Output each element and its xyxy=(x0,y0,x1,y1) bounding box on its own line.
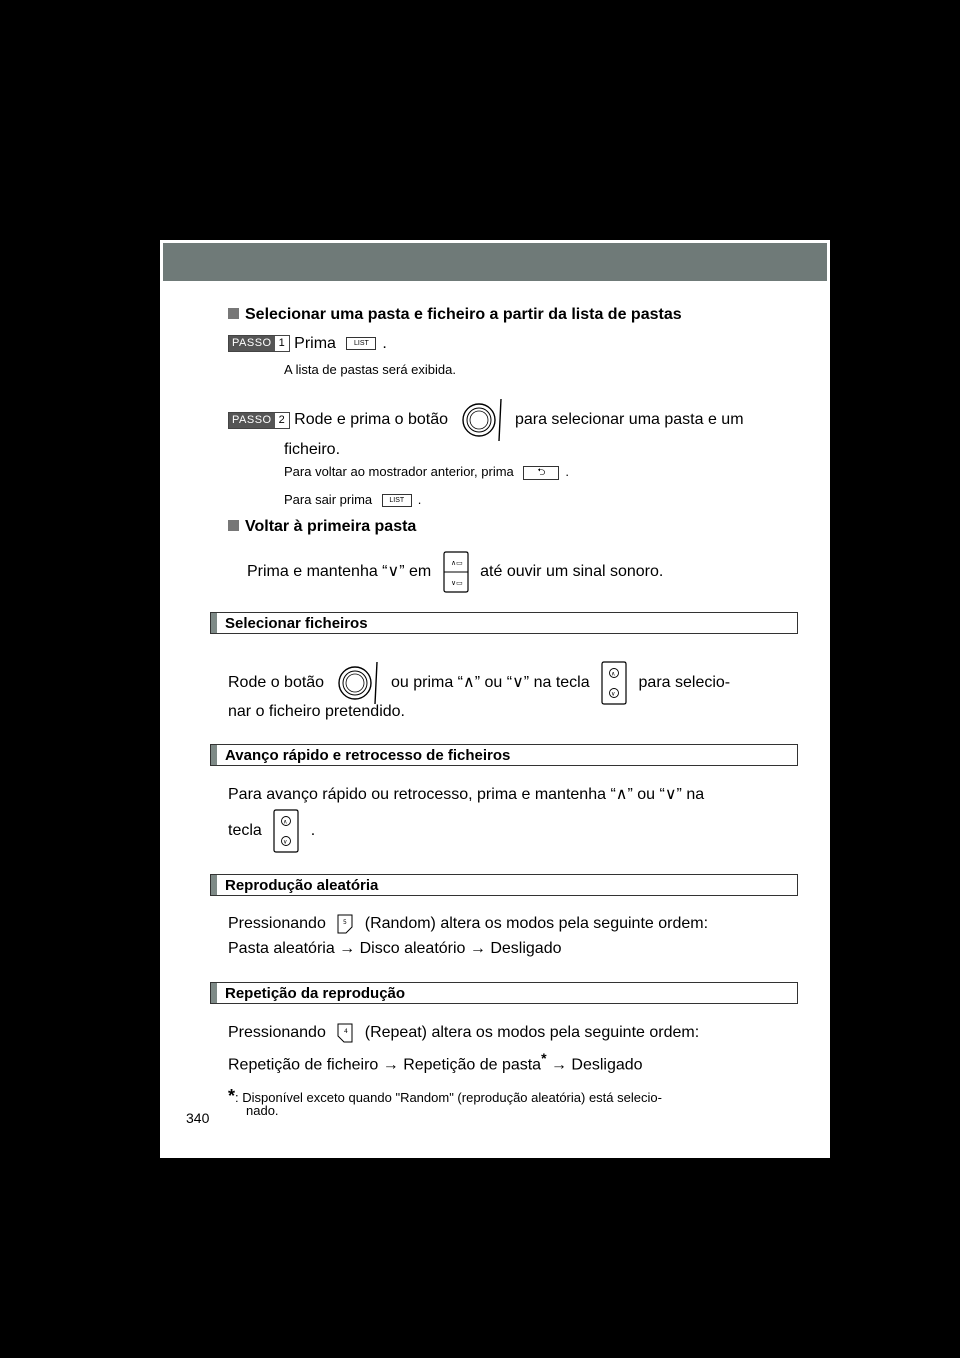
list-button-icon: LIST xyxy=(382,494,412,507)
first-folder-instruction: Prima e mantenha “∨” em ∧▭ ∨▭ até ouvir um sinal sonoro. xyxy=(247,550,663,594)
tune-knob-icon xyxy=(459,398,505,442)
track-updown-key-icon xyxy=(600,660,628,706)
svg-text:∧▭: ∧▭ xyxy=(450,559,463,567)
step1-note: A lista de pastas será exibida. xyxy=(284,362,456,377)
folder-updown-key-icon xyxy=(442,550,470,594)
list-button-icon: LIST xyxy=(346,337,376,350)
random-line1: Pressionando 5 (Random) altera os modos pela seguinte ordem: xyxy=(228,913,708,935)
svg-text:∨: ∨ xyxy=(283,838,288,846)
section-heading-first-folder: Voltar à primeira pasta xyxy=(228,518,416,536)
section-heading-select-folder: Selecionar uma pasta e ficheiro a partir da lista de pastas xyxy=(228,306,682,324)
step2-line-cont: ficheiro. xyxy=(284,441,341,458)
header-bar xyxy=(163,243,827,281)
repeat-button-icon xyxy=(336,1022,354,1044)
section-accent xyxy=(211,745,217,765)
repeat-line1: Pressionando 4 (Repeat) altera os modos pela seguinte ordem: xyxy=(228,1022,699,1044)
step2-badge: PASSO 2 xyxy=(228,412,290,429)
fast-forward-line2: tecla ∧ ∨ . xyxy=(228,808,315,854)
step1-badge: PASSO 1 xyxy=(228,335,290,352)
section-accent xyxy=(211,983,217,1003)
select-files-line1: Rode o botão ou prima “∧” ou “∨” na tecla ∧ ∨ para selecio- xyxy=(228,660,730,706)
footnote-line2: nado. xyxy=(246,1103,279,1118)
square-bullet-icon xyxy=(228,308,239,319)
section-random xyxy=(210,874,798,896)
section-title: Repetição da reprodução xyxy=(225,985,406,1002)
svg-text:4: 4 xyxy=(344,1028,349,1035)
select-files-line2: nar o ficheiro pretendido. xyxy=(228,703,405,720)
back-button-icon: ⮌ xyxy=(523,466,559,480)
section-select-files xyxy=(210,612,798,634)
fast-forward-line1: Para avanço rápido ou retrocesso, prima e mantenha “∧” ou “∨” na xyxy=(228,786,705,803)
step2-note-back: Para voltar ao mostrador anterior, prima ⮌ . xyxy=(284,464,570,479)
svg-text:∧: ∧ xyxy=(611,670,616,678)
section-title: Selecionar ficheiros xyxy=(225,615,368,632)
step2-note-exit: Para sair prima LIST . xyxy=(284,492,422,507)
repeat-line2: Repetição de ficheiro → Repetição de pasta* → Desligado xyxy=(228,1050,643,1074)
step2-line: PASSO 2 Rode e prima o botão para selecionar uma pasta e um xyxy=(228,398,744,442)
square-bullet-icon xyxy=(228,520,239,531)
step1-line: PASSO 1 Prima LIST . xyxy=(228,335,387,353)
section-fast-forward xyxy=(210,744,798,766)
random-line2: Pasta aleatória → Disco aleatório → Desligado xyxy=(228,940,562,957)
section-title: Reprodução aleatória xyxy=(225,877,379,894)
manual-page xyxy=(160,240,830,1158)
page-number: 340 xyxy=(186,1110,210,1126)
section-repeat xyxy=(210,982,798,1004)
track-updown-key-icon xyxy=(272,808,300,854)
section-accent xyxy=(211,613,217,633)
svg-text:5: 5 xyxy=(343,919,348,926)
footnote-line1: *: Disponível exceto quando "Random" (reprodução aleatória) está selecio- xyxy=(228,1086,662,1106)
svg-text:∧: ∧ xyxy=(283,818,288,826)
random-button-icon xyxy=(336,913,354,935)
section-accent xyxy=(211,875,217,895)
section-title: Avanço rápido e retrocesso de ficheiros xyxy=(225,747,511,764)
svg-text:∨▭: ∨▭ xyxy=(450,579,463,587)
svg-text:∨: ∨ xyxy=(611,690,616,698)
tune-knob-icon xyxy=(335,661,381,705)
